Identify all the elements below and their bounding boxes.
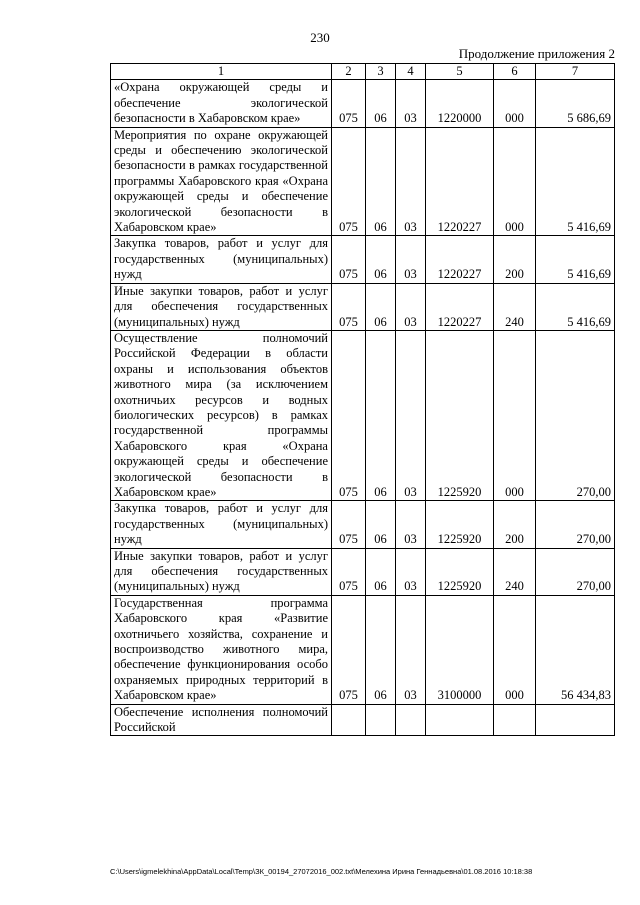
cell-section: 06: [366, 127, 396, 236]
cell-subsection: 03: [396, 80, 426, 127]
cell-ministry: 075: [332, 595, 366, 704]
row-name: Мероприятия по охране окружающей среды и обеспечению экологической безопасности в рамках государственной программы Хабаровского края «Охрана окружающей среды и обеспечение экологической безопасности в Хабаровском крае»: [111, 127, 332, 236]
page-number: 230: [310, 30, 330, 45]
cell-section: 06: [366, 283, 396, 330]
cell-amount: 5 416,69: [536, 283, 615, 330]
cell-expense-type: 000: [494, 80, 536, 127]
cell-subsection: [396, 704, 426, 736]
table-row: [111, 501, 615, 548]
table-row: [111, 330, 615, 500]
table-row: [111, 80, 615, 127]
file-path-footer: C:\Users\igmelekhina\AppData\Local\Temp\ЗК_00194_27072016_002.txt\Мелехина Ирина Геннадьевна\01.08.2016 10:18:38: [110, 867, 533, 876]
row-name: Закупка товаров, работ и услуг для государственных (муниципальных) нужд: [111, 501, 332, 548]
table-row: [111, 127, 615, 236]
cell-ministry: 075: [332, 283, 366, 330]
cell-expense-type: 000: [494, 127, 536, 236]
cell-expense-type: 000: [494, 595, 536, 704]
cell-target-code: 1225920: [426, 548, 494, 595]
cell-ministry: 075: [332, 80, 366, 127]
cell-expense-type: 240: [494, 548, 536, 595]
cell-subsection: 03: [396, 548, 426, 595]
continuation-label: Продолжение приложения 2: [458, 46, 615, 61]
cell-amount: [536, 704, 615, 736]
cell-amount: 5 416,69: [536, 127, 615, 236]
cell-ministry: 075: [332, 330, 366, 500]
row-name: Осуществление полномочий Российской Федерации в области охраны и использования объектов животного мира (за исключением охотничьих ресурсов и водных биологических ресурсов) в рамках государственной программы Хабаровского края «Охрана окружающей среды и обеспечение экологической безопасности в Хабаровском крае»: [111, 330, 332, 500]
cell-target-code: 1225920: [426, 501, 494, 548]
cell-section: 06: [366, 236, 396, 283]
cell-amount: 270,00: [536, 330, 615, 500]
cell-subsection: 03: [396, 595, 426, 704]
cell-amount: 270,00: [536, 501, 615, 548]
budget-table: [110, 63, 615, 736]
header-row: [111, 64, 615, 80]
cell-section: [366, 704, 396, 736]
column-header: 1: [111, 64, 332, 80]
cell-section: 06: [366, 501, 396, 548]
cell-section: 06: [366, 595, 396, 704]
row-name: Закупка товаров, работ и услуг для государственных (муниципальных) нужд: [111, 236, 332, 283]
cell-section: 06: [366, 548, 396, 595]
table-row: [111, 548, 615, 595]
cell-ministry: 075: [332, 548, 366, 595]
cell-amount: 5 416,69: [536, 236, 615, 283]
cell-amount: 270,00: [536, 548, 615, 595]
column-header: 6: [494, 64, 536, 80]
cell-target-code: 1220227: [426, 236, 494, 283]
row-name: «Охрана окружающей среды и обеспечение экологической безопасности в Хабаровском крае»: [111, 80, 332, 127]
cell-ministry: [332, 704, 366, 736]
cell-ministry: 075: [332, 127, 366, 236]
cell-amount: 56 434,83: [536, 595, 615, 704]
cell-expense-type: [494, 704, 536, 736]
row-name: Государственная программа Хабаровского края «Развитие охотничьего хозяйства, сохранение и воспроизводство животного мира, обеспечение функционирования особо охраняемых природных территорий в Хабаровском крае»: [111, 595, 332, 704]
cell-subsection: 03: [396, 127, 426, 236]
row-name: Иные закупки товаров, работ и услуг для обеспечения государственных (муниципальных) нужд: [111, 548, 332, 595]
cell-ministry: 075: [332, 501, 366, 548]
column-header: 5: [426, 64, 494, 80]
row-name: Обеспечение исполнения полномочий Российской: [111, 704, 332, 736]
table-row: [111, 595, 615, 704]
cell-target-code: 1220227: [426, 127, 494, 236]
table-row: [111, 236, 615, 283]
cell-expense-type: 200: [494, 236, 536, 283]
cell-subsection: 03: [396, 330, 426, 500]
column-header: 2: [332, 64, 366, 80]
column-header: 7: [536, 64, 615, 80]
cell-target-code: 1220000: [426, 80, 494, 127]
cell-expense-type: 240: [494, 283, 536, 330]
cell-expense-type: 200: [494, 501, 536, 548]
column-header: 3: [366, 64, 396, 80]
cell-target-code: 1220227: [426, 283, 494, 330]
cell-ministry: 075: [332, 236, 366, 283]
cell-target-code: 1225920: [426, 330, 494, 500]
cell-section: 06: [366, 330, 396, 500]
cell-subsection: 03: [396, 283, 426, 330]
table-row: [111, 283, 615, 330]
cell-amount: 5 686,69: [536, 80, 615, 127]
cell-target-code: 3100000: [426, 595, 494, 704]
cell-subsection: 03: [396, 236, 426, 283]
row-name: Иные закупки товаров, работ и услуг для обеспечения государственных (муниципальных) нужд: [111, 283, 332, 330]
column-header: 4: [396, 64, 426, 80]
cell-subsection: 03: [396, 501, 426, 548]
cell-target-code: [426, 704, 494, 736]
table-row: [111, 704, 615, 736]
cell-section: 06: [366, 80, 396, 127]
cell-expense-type: 000: [494, 330, 536, 500]
